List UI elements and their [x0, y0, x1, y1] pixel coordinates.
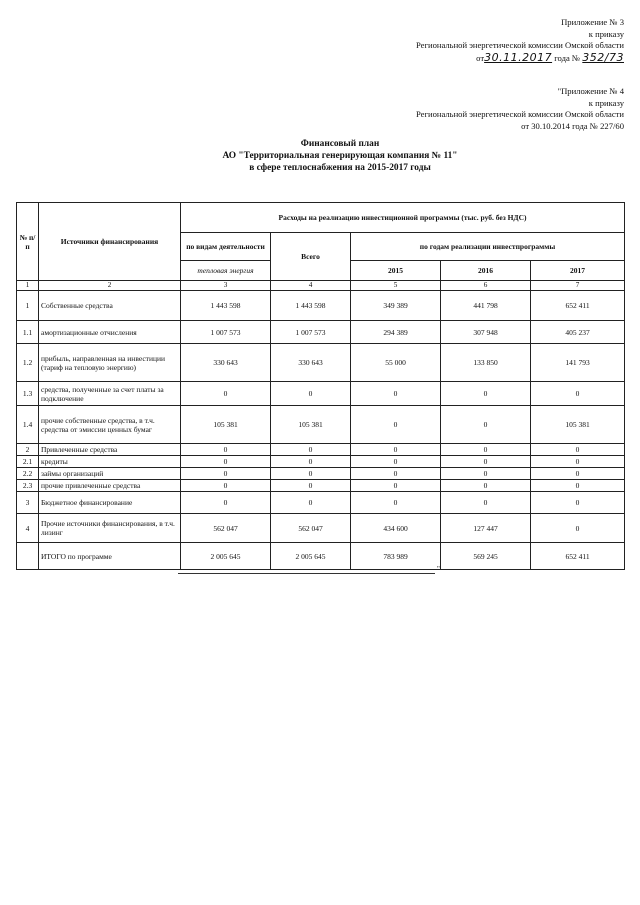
- title-line-2: АО "Территориальная генерирующая компания № 11": [222, 151, 458, 161]
- value-2015: 294 389: [351, 321, 441, 344]
- row-number: 3: [17, 492, 39, 514]
- handwritten-date: 30.11.2017: [484, 50, 553, 64]
- order-ref: к приказу: [588, 28, 624, 39]
- handwritten-number: 352/73: [582, 50, 624, 64]
- prev-commission-name: Региональной энергетической комиссии Омской области: [415, 109, 624, 120]
- table-row-total: [17, 543, 625, 570]
- value-2015: 0: [351, 492, 441, 514]
- row-number: 1.2: [17, 344, 39, 382]
- value-heat: 0: [181, 480, 271, 492]
- row-label: кредиты: [39, 456, 181, 468]
- value-2017: 0: [531, 492, 625, 514]
- value-total: 0: [271, 456, 351, 468]
- row-number: [17, 543, 39, 570]
- value-2015: 0: [351, 406, 441, 444]
- prev-order-ref: к приказу: [588, 97, 624, 108]
- value-2017: 652 411: [531, 543, 625, 570]
- table-row: [17, 344, 625, 382]
- column-number-row: [17, 281, 625, 291]
- title-line-3: в сфере теплоснабжения на 2015-2017 годы: [249, 163, 431, 173]
- order-header: [416, 17, 624, 64]
- row-number: 2.3: [17, 480, 39, 492]
- table-row: [17, 291, 625, 321]
- value-2017: 141 793: [531, 344, 625, 382]
- table-row: [17, 444, 625, 456]
- value-2015: 434 600: [351, 514, 441, 543]
- value-2015: 349 389: [351, 291, 441, 321]
- row-number: 1.3: [17, 382, 39, 406]
- title-line-1: Финансовый план: [300, 139, 380, 149]
- table-row: [17, 382, 625, 406]
- year-2017-header: 2017: [531, 261, 625, 281]
- expenses-header: Расходы на реализацию инвестиционной программы (тыс. руб. без НДС): [181, 203, 625, 233]
- row-label: Прочие источники финансирования, в т.ч. лизинг: [39, 514, 181, 543]
- value-2016: 441 798: [441, 291, 531, 321]
- row-number: 2: [17, 444, 39, 456]
- value-2017: 405 237: [531, 321, 625, 344]
- row-number: 2.1: [17, 456, 39, 468]
- value-heat: 2 005 645: [181, 543, 271, 570]
- row-label: займы организаций: [39, 468, 181, 480]
- closing-quote-mark: ": [437, 565, 440, 573]
- col-number-header: № п/п: [17, 203, 39, 281]
- value-2016: 0: [441, 444, 531, 456]
- value-total: 105 381: [271, 406, 351, 444]
- table-row: [17, 480, 625, 492]
- value-heat: 105 381: [181, 406, 271, 444]
- value-2015: 0: [351, 382, 441, 406]
- total-header: Всего: [271, 233, 351, 281]
- col-num: 6: [441, 281, 531, 291]
- value-total: 0: [271, 444, 351, 456]
- commission-name: Региональной энергетической комиссии Омской области: [415, 40, 624, 51]
- year-2015-header: 2015: [351, 261, 441, 281]
- value-2017: 0: [531, 480, 625, 492]
- value-2016: 0: [441, 480, 531, 492]
- value-2017: 0: [531, 444, 625, 456]
- appendix-number: Приложение № 3: [561, 17, 624, 27]
- row-label: прочие собственные средства, в т.ч. средства от эмиссии ценных бумаг: [39, 406, 181, 444]
- year-2016-header: 2016: [441, 261, 531, 281]
- value-2016: 569 245: [441, 543, 531, 570]
- row-label: прибыль, направленная на инвестиции (тариф на тепловую энергию): [39, 344, 181, 382]
- row-number: 1.4: [17, 406, 39, 444]
- row-label: средства, полученные за счет платы за подключение: [39, 382, 181, 406]
- col-source-header: Источники финансирования: [39, 203, 181, 281]
- value-total: 330 643: [271, 344, 351, 382]
- prev-appendix-number: "Приложение № 4: [557, 86, 624, 96]
- table-row: [17, 514, 625, 543]
- col-num: 2: [39, 281, 181, 291]
- row-number: 1: [17, 291, 39, 321]
- previous-order-header: [416, 86, 624, 132]
- value-2015: 0: [351, 456, 441, 468]
- value-heat: 562 047: [181, 514, 271, 543]
- value-heat: 1 007 573: [181, 321, 271, 344]
- value-2016: 0: [441, 456, 531, 468]
- value-total: 0: [271, 480, 351, 492]
- col-num: 1: [17, 281, 39, 291]
- by-activity-header: по видам деятельности: [181, 233, 271, 261]
- row-label: Привлеченные средства: [39, 444, 181, 456]
- col-num: 4: [271, 281, 351, 291]
- value-total: 2 005 645: [271, 543, 351, 570]
- value-2015: 0: [351, 480, 441, 492]
- document-title: [0, 138, 640, 174]
- value-2015: 55 000: [351, 344, 441, 382]
- table-row: [17, 321, 625, 344]
- value-heat: 0: [181, 382, 271, 406]
- col-num: 5: [351, 281, 441, 291]
- value-total: 1 443 598: [271, 291, 351, 321]
- value-2016: 0: [441, 468, 531, 480]
- value-2016: 0: [441, 382, 531, 406]
- col-num: 3: [181, 281, 271, 291]
- value-heat: 1 443 598: [181, 291, 271, 321]
- row-label: Бюджетное финансирование: [39, 492, 181, 514]
- value-2017: 0: [531, 382, 625, 406]
- order-date-line: от30.11.2017 года № 352/73: [476, 50, 624, 64]
- financial-plan-table: [16, 202, 625, 570]
- heat-energy-header: тепловая энергия: [181, 261, 271, 281]
- value-2017: 0: [531, 456, 625, 468]
- value-total: 0: [271, 468, 351, 480]
- row-label: ИТОГО по программе: [39, 543, 181, 570]
- prev-order-date: от 30.10.2014 года № 227/60: [521, 120, 624, 131]
- value-2015: 0: [351, 468, 441, 480]
- table-row: [17, 406, 625, 444]
- value-heat: 330 643: [181, 344, 271, 382]
- value-2017: 0: [531, 468, 625, 480]
- value-2016: 127 447: [441, 514, 531, 543]
- value-heat: 0: [181, 468, 271, 480]
- value-total: 562 047: [271, 514, 351, 543]
- value-2016: 133 850: [441, 344, 531, 382]
- row-label: Собственные средства: [39, 291, 181, 321]
- row-label: прочие привлеченные средства: [39, 480, 181, 492]
- table-row: [17, 468, 625, 480]
- value-total: 1 007 573: [271, 321, 351, 344]
- value-2017: 0: [531, 514, 625, 543]
- row-label: амортизационные отчисления: [39, 321, 181, 344]
- row-number: 2.2: [17, 468, 39, 480]
- table-row: [17, 456, 625, 468]
- value-2016: 307 948: [441, 321, 531, 344]
- value-heat: 0: [181, 492, 271, 514]
- table-row: [17, 492, 625, 514]
- value-total: 0: [271, 382, 351, 406]
- value-heat: 0: [181, 456, 271, 468]
- value-2017: 105 381: [531, 406, 625, 444]
- by-years-header: по годам реализации инвестпрограммы: [351, 233, 625, 261]
- col-num: 7: [531, 281, 625, 291]
- value-2017: 652 411: [531, 291, 625, 321]
- row-number: 1.1: [17, 321, 39, 344]
- value-total: 0: [271, 492, 351, 514]
- value-heat: 0: [181, 444, 271, 456]
- row-number: 4: [17, 514, 39, 543]
- value-2016: 0: [441, 492, 531, 514]
- value-2015: 783 989: [351, 543, 441, 570]
- value-2015: 0: [351, 444, 441, 456]
- footer-divider: [178, 573, 435, 574]
- value-2016: 0: [441, 406, 531, 444]
